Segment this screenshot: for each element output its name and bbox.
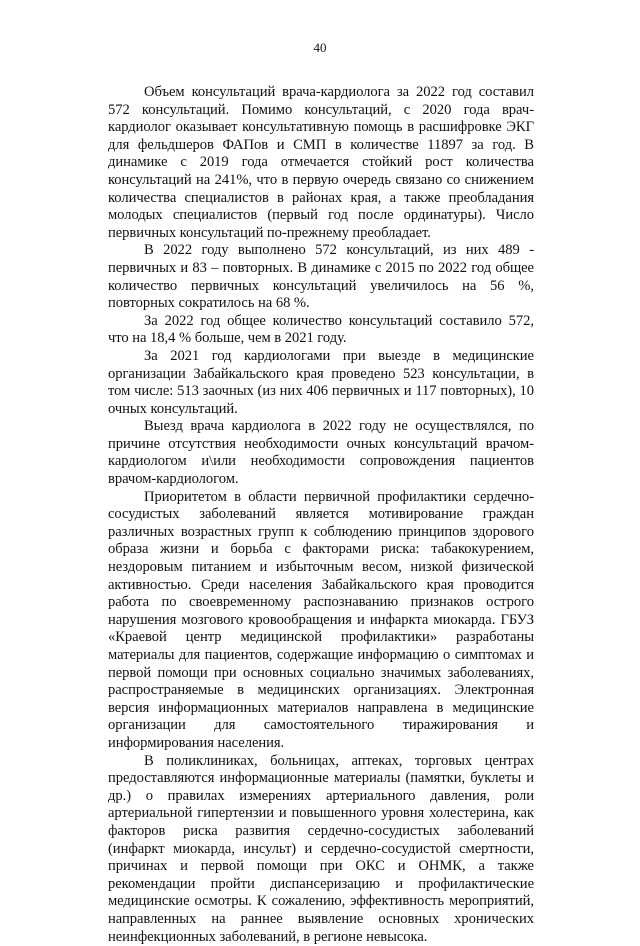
body-text: [108, 84, 534, 946]
paragraph-total-consultations: За 2022 год общее количество консультаций составило 572, что на 18,4 % больше, чем в 2021 году.: [108, 312, 534, 347]
page-number: 40: [313, 40, 327, 55]
paragraph-primary-prevention: Приоритетом в области первичной профилактики сердечно-сосудистых заболеваний является мотивирование граждан различных возрастных групп к соблюдению принципов здорового образа жизни и борьба с факторами риска: табакокурением, нездоровым питанием и избыточным весом, низкой физической активностью. Среди населения Забайкальского края проводится работа по своевременному распознаванию признаков острого нарушения мозгового кровообращения и инфаркта миокарда. ГБУЗ «Краевой центр медицинской профилактики» разработаны материалы для пациентов, содержащие информацию о симптомах и первой помощи при основных социально значимых заболеваниях, распространяемые в медицинских организациях. Электронная версия информационных материалов направлена в медицинские организации для самостоятельного тиражирования и информирования населения.: [108, 488, 534, 751]
paragraph-information-materials: В поликлиниках, больницах, аптеках, торговых центрах предоставляются информационные материалы (памятки, буклеты и др.) о правилах измерениях артериального давления, роли артериальной гипертензии и повышенного уровня холестерина, как факторов риска развития сердечно-сосудистых заболеваний (инфаркт миокарда, инсульт) и сердечно-сосудистой смертности, причинах и первой помощи при ОКС и ОНМК, а также рекомендации пройти диспансеризацию и профилактические медицинские осмотры. К сожалению, эффективность мероприятий, направленных на раннее выявление основных хронических неинфекционных заболеваний, в регионе невысока.: [108, 752, 534, 945]
paragraph-cardiologist-consultations: Объем консультаций врача-кардиолога за 2022 год составил 572 консультаций. Помимо консультаций, с 2020 года врач-кардиолог оказывает консультативную помощь в расшифровке ЭКГ для фельдшеров ФАПов и СМП в количестве 11897 за год. В динамике с 2019 года отмечается стойкий рост количества консультаций на 241%, что в первую очередь связано со снижением количества специалистов в районах края, а также преобладания молодых специалистов (первый год после ординатуры). Число первичных консультаций по-прежнему преобладает.: [108, 84, 534, 241]
paragraph-no-field-visits: Выезд врача кардиолога в 2022 году не осуществлялся, по причине отсутствия необходимости очных консультаций врачом-кардиологом и\или необходимости сопровождения пациентов врачом-кардиологом.: [108, 418, 534, 488]
paragraph-consultations-2022: В 2022 году выполнено 572 консультаций, из них 489 - первичных и 83 – повторных. В динамике с 2015 по 2022 год общее количество первичных консультаций увеличилось на 56 %, повторных сократилось на 68 %.: [108, 242, 534, 312]
paragraph-field-consultations-2021: За 2021 год кардиологами при выезде в медицинские организации Забайкальского края проведено 523 консультации, в том числе: 513 заочных (из них 406 первичных и 117 повторных), 10 очных консультаций.: [108, 347, 534, 417]
